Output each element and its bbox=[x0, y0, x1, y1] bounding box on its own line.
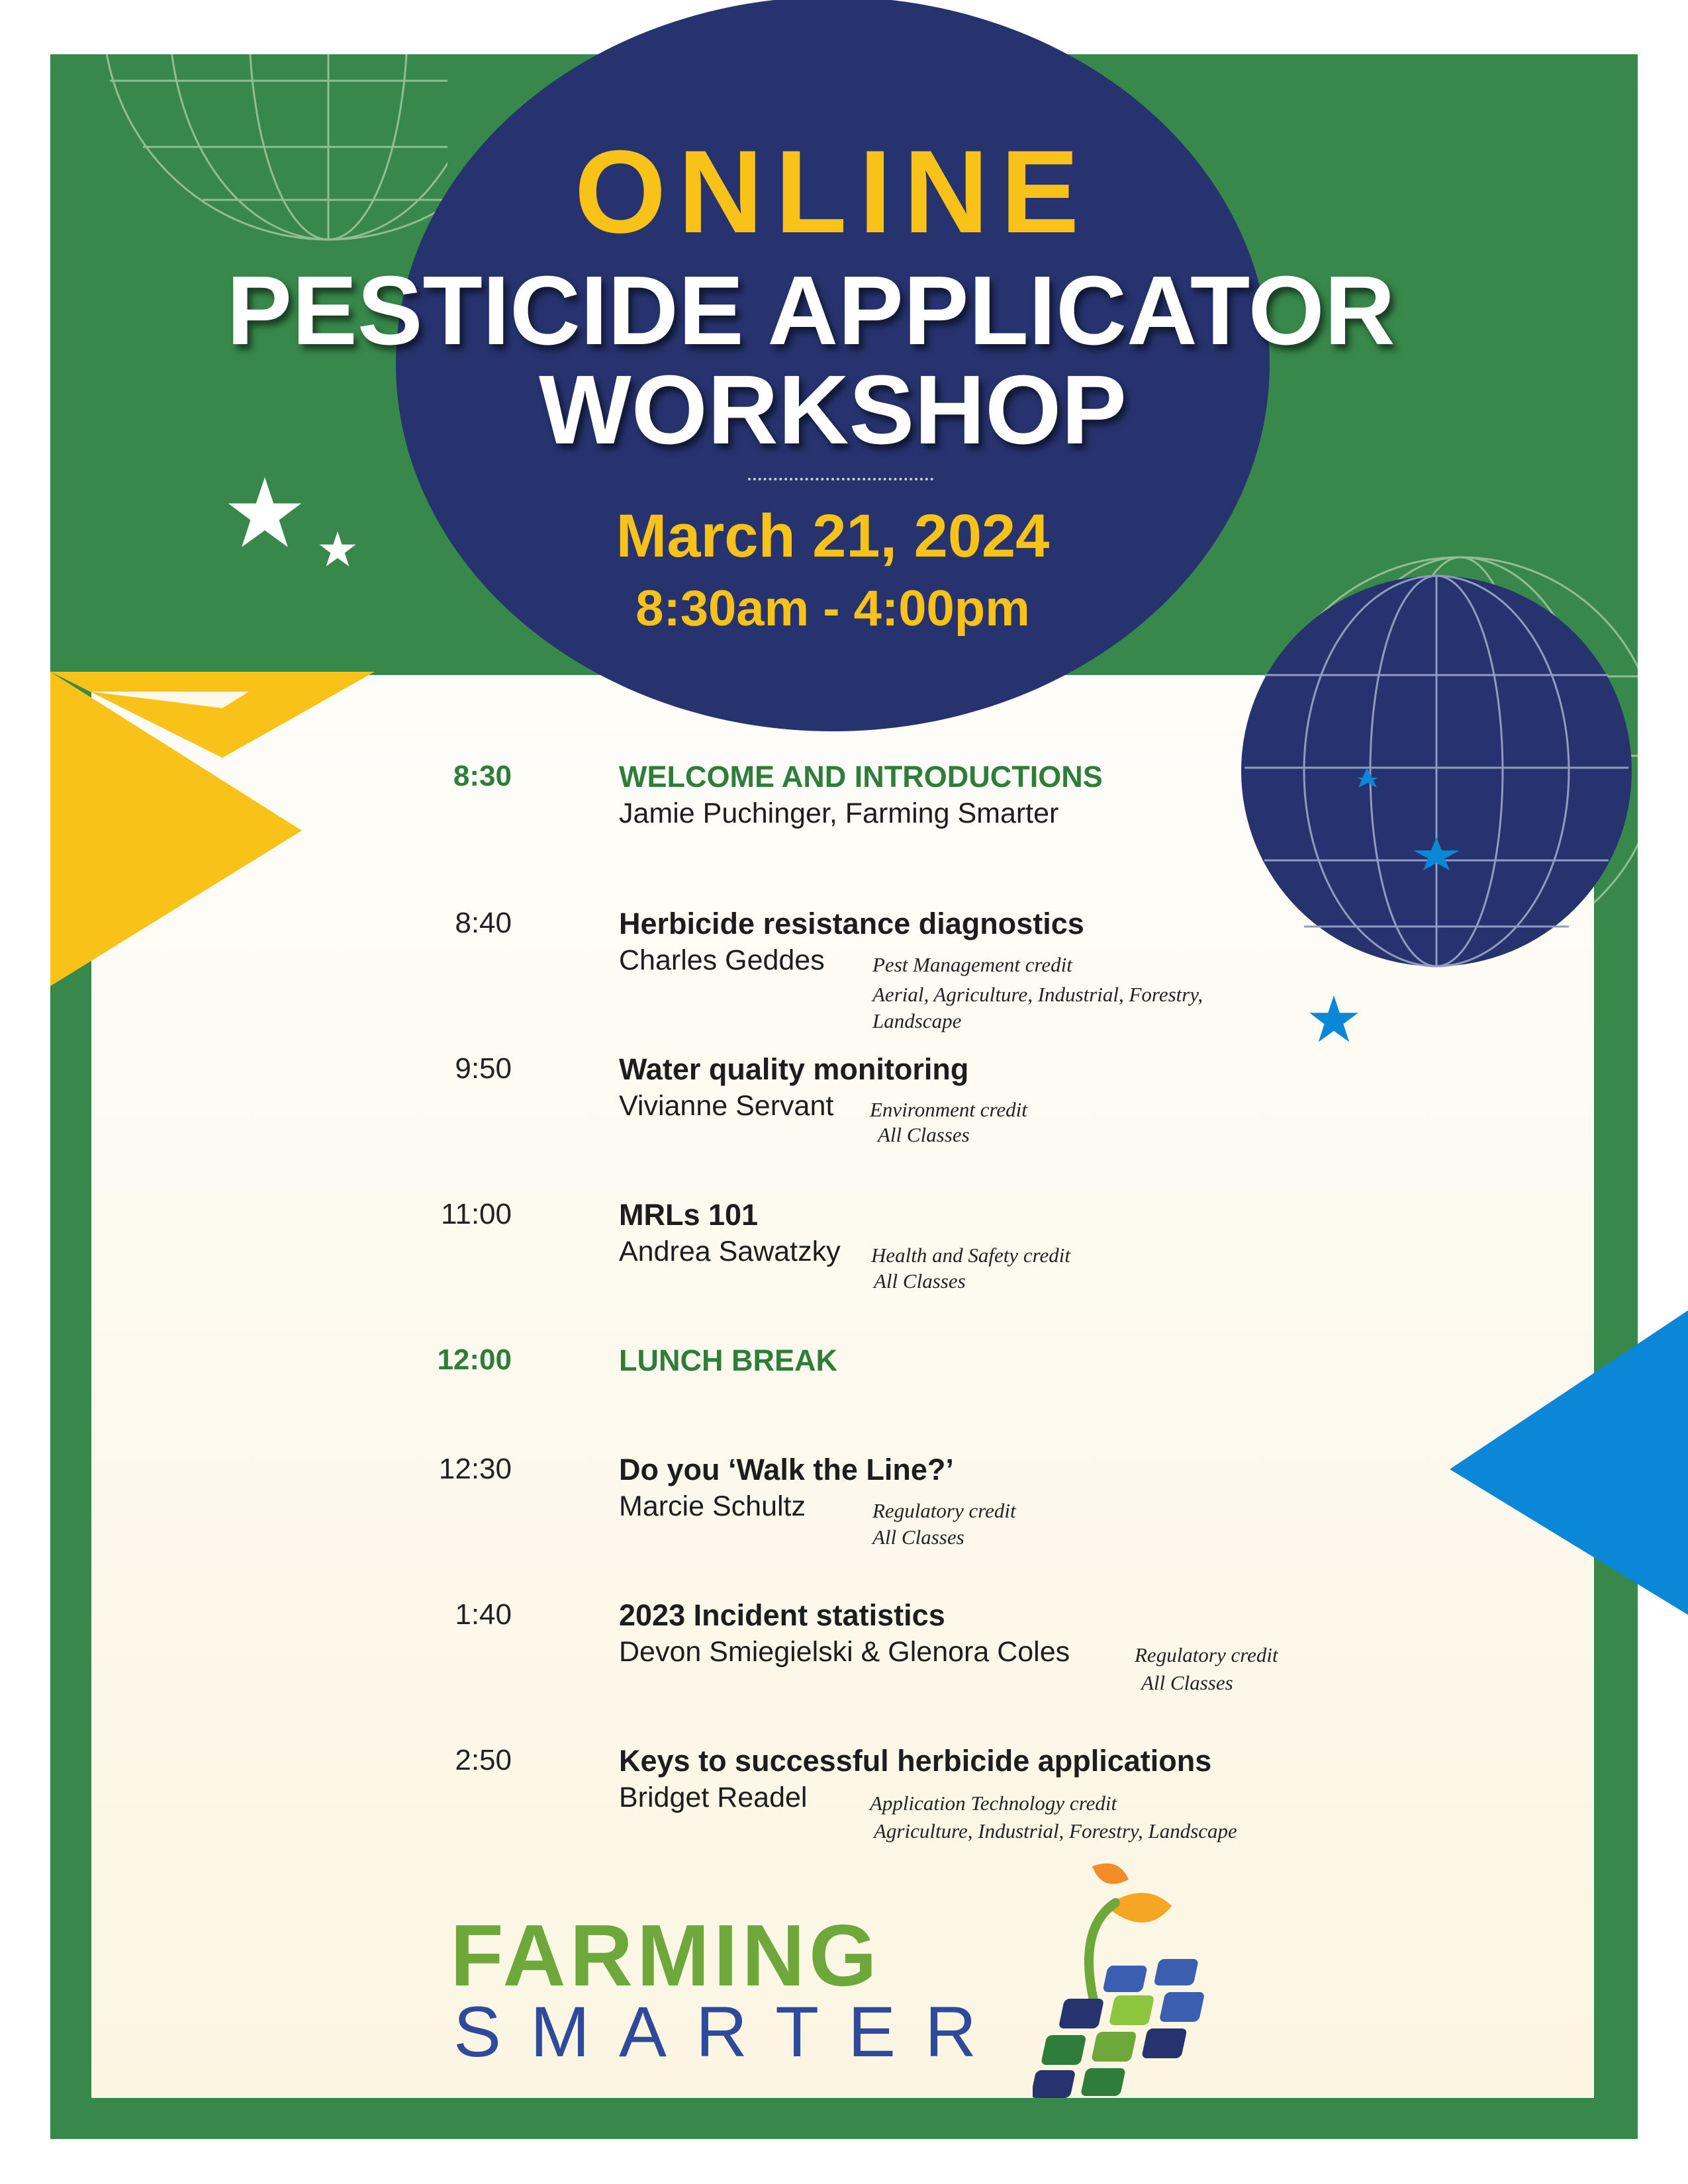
session-classes: Landscape bbox=[872, 1009, 962, 1032]
online-label: ONLINE bbox=[574, 126, 1092, 257]
session-time: 9:50 bbox=[455, 1052, 512, 1085]
session-time: 11:00 bbox=[441, 1198, 512, 1230]
session-speaker: Marcie Schultz bbox=[619, 1490, 806, 1522]
globe-icon bbox=[1238, 569, 1642, 973]
session-credit: Application Technology credit bbox=[870, 1792, 1117, 1815]
title-line-2: WORKSHOP bbox=[539, 355, 1127, 465]
session-classes: All Classes bbox=[874, 1269, 966, 1293]
logo-farming-text: FARMING bbox=[450, 1907, 881, 2004]
blue-triangle-decoration bbox=[1450, 1310, 1688, 1615]
title-line-1: PESTICIDE APPLICATOR bbox=[226, 256, 1395, 365]
session-speaker: Bridget Readel bbox=[619, 1782, 808, 1813]
divider-dots bbox=[748, 478, 933, 480]
session-title: 2023 Incident statistics bbox=[619, 1598, 945, 1632]
session-credit: Environment credit bbox=[870, 1098, 1027, 1121]
session-classes: All Classes bbox=[872, 1525, 964, 1549]
session-title: MRLs 101 bbox=[619, 1198, 759, 1232]
session-title: Herbicide resistance diagnostics bbox=[619, 907, 1084, 940]
star-icon bbox=[318, 529, 357, 569]
star-icon bbox=[1307, 993, 1360, 1046]
session-time: 8:40 bbox=[455, 907, 512, 939]
session-title: Water quality monitoring bbox=[619, 1052, 969, 1086]
session-title: LUNCH BREAK bbox=[619, 1343, 837, 1377]
session-credit: Regulatory credit bbox=[1135, 1643, 1278, 1666]
session-classes: All Classes bbox=[1141, 1671, 1233, 1694]
yellow-triangle-decoration bbox=[50, 672, 375, 989]
session-classes: All Classes bbox=[878, 1123, 970, 1146]
session-speaker: Charles Geddes bbox=[619, 944, 825, 976]
star-icon bbox=[225, 473, 305, 553]
session-classes: Aerial, Agriculture, Industrial, Forestry, bbox=[872, 983, 1203, 1006]
session-speaker: Andrea Sawatzky bbox=[619, 1236, 841, 1267]
session-classes: Agriculture, Industrial, Forestry, Landscape bbox=[874, 1819, 1237, 1843]
session-credit: Health and Safety credit bbox=[871, 1244, 1071, 1267]
session-title: WELCOME AND INTRODUCTIONS bbox=[619, 760, 1103, 794]
session-speaker: Jamie Puchinger, Farming Smarter bbox=[619, 797, 1059, 829]
logo-mark-icon bbox=[1033, 1853, 1251, 2105]
logo-smarter-text: SMARTER bbox=[453, 1991, 1006, 2071]
session-time: 12:00 bbox=[437, 1343, 512, 1376]
session-speaker: Vivianne Servant bbox=[619, 1090, 834, 1122]
session-time: 8:30 bbox=[453, 760, 512, 792]
session-time: 2:50 bbox=[455, 1744, 512, 1776]
session-time: 1:40 bbox=[455, 1598, 512, 1631]
session-title: Keys to successful herbicide applications bbox=[619, 1744, 1212, 1778]
session-credit: Pest Management credit bbox=[872, 953, 1072, 976]
session-time: 12:30 bbox=[438, 1453, 512, 1485]
session-title: Do you ‘Walk the Line?’ bbox=[619, 1453, 954, 1486]
session-credit: Regulatory credit bbox=[872, 1499, 1016, 1522]
session-speaker: Devon Smiegielski & Glenora Coles bbox=[619, 1636, 1070, 1668]
wire-globe-decoration bbox=[50, 54, 447, 286]
event-hours: 8:30am - 4:00pm bbox=[635, 580, 1030, 637]
event-date: March 21, 2024 bbox=[616, 502, 1050, 570]
